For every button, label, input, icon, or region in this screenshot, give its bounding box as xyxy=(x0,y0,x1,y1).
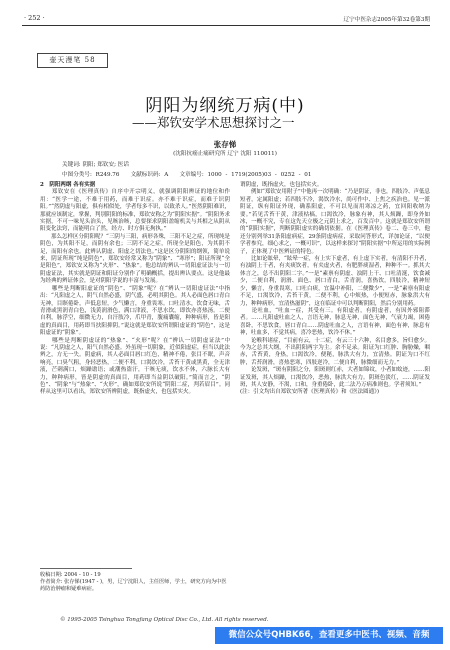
left-column xyxy=(40,182,230,397)
body-paragraph: 论发斑，“斑有阴阳之分，阳斑则红赤，大者如锦纹，小者如蚊迹，……阳证发斑，其人烦躁，口渴饮冷，恶热，脉洪大有力。阴斑色淡红，……阴证发斑，其人安静，不渴，口和，身重倦卧，此二法乃万病准则也。学者须知。” xyxy=(240,367,430,388)
wechat-promo-banner[interactable]: 微信公众号QHBK66，查看更多中医书、视频、音频 xyxy=(215,627,443,644)
page-number: · 252 · xyxy=(24,14,45,22)
section-heading: 2 阴阳两纲 各有实据 xyxy=(40,182,96,188)
author-bio: 作者简介: 张存悌(1947 - )，男，辽宁沈阳人，主任医师，学士，研究方向为中医药防治肿瘤和疑难病症。 xyxy=(40,579,227,592)
article-title: 阴阳为纲统万病(中) xyxy=(145,96,305,116)
copyright-text: 1995-2005 Tsinghua Tongfang Optical Disc Co., Ltd. All rights reserved. xyxy=(67,617,269,623)
right-column xyxy=(240,182,430,397)
body-paragraph: 例如“郑钦安用附子”中他再一次明确：“乃是阴证，非也，四肢冷、声低息短者，定属阳虚；若四肢不冷，渴饮冷水，尚可作中、上焦之疾治也。见一派阴证，纵有阳证外现，确系阳虚，不可以见而用寒凉之药，宜回阳收纳为要。”若见舌苔干黄，津液枯槁，口渴饮冷，脉象有神，其人烦躁，即身外如冰，一概不究，专在这先天立极之元阴上求之，百发百中。这就是郑钦安所谓的“阴阳实据”，判断阴阳虚实的确切依据。在《医理真传》卷二、卷三中，他还分别列举31条阳虚病症，29条阴虚病症，采取问答形式，详加论证，“以便学者参究，细心求之，一概可识”，以这样来探讨“阴阳实据”中所运用的实际例子，正体现了中医辨证的特色。 xyxy=(240,189,430,255)
body-paragraph: 谓阴虚，既指虚火，也包括实火。 xyxy=(240,182,323,188)
journal-info: 辽宁中医杂志2005年第32卷第3期 xyxy=(343,17,430,23)
author-affiliation: (沈阳抗癌止痛研究所 辽宁 沈阳 110011) xyxy=(173,151,277,157)
keywords: 关键词: 阴阳; 郑钦安; 医话 xyxy=(62,162,129,168)
author-name: 张存悌 xyxy=(213,140,237,149)
header-rule xyxy=(22,25,430,26)
copyright-line xyxy=(60,617,269,623)
body-paragraph: (注：引文均出自郑钦安所著《医理真传》和《医法圆通》) xyxy=(240,389,380,396)
body-paragraph: 哪些是判断阴虚证的“热象”、“火形”呢？在“辨认一切阴虚证法”中说：“凡阴虚之人，阳气自然必盛。外虽现一切阴象，近似阳虚症，但当以此法辨之，方无一失。阴虚病，其人必面目唇口红色，精神不倦，张目不眠，声音响亮，口臭气粗，身轻恶热，二便不利，口渴饮冷，舌苔干黄或黑黄，全无津液，芒刺满口，烦躁谵语；或潮热盗汗，干咳无痰，饮水不休，六脉长大有力，种种病形，皆是阴虚的真面目，用药即当益阴以破阳。”简而言之，“阴色”、“阴象”与“热象”、“火形”，确如郑钦安所说“阴阳二症，判若眉目”。同样从这里可以看出，郑钦安所辨阴虚，既指虚火，也包括实火。 xyxy=(40,337,230,396)
column-name-box: 壶天漫笔 58 xyxy=(37,53,108,68)
copyright-icon: © xyxy=(60,617,66,623)
received-date: 收稿日期: 2004 - 10 - 19 xyxy=(40,572,101,578)
article-subtitle: ——郑钦安学术思想探讨之一 xyxy=(132,115,295,130)
body-paragraph: 论喉科诸症，“目前有云，十二症，有云三十六种，名目愈多，旨归愈少。今为之总其大纲，不出阴阳两字为主。余不足录。阳证为口红肿、胸胁燥，咽赤，舌苔黄，身热，口渴饮冷，便秘，脉洪大有力，宜清热。阴证为口不红肿，舌苔润滑，喜热恶寒，四肢逆冷，二便自利，脉微细而无力。” xyxy=(240,337,430,366)
footnote-rule xyxy=(40,568,132,569)
classification-row: 中图分类号: R249.76 文献标识码: A 文章编号: 1000 - 1719(2005)03 - 0252 - 01 xyxy=(62,172,312,178)
body-paragraph: 论吐血，“吐血一症，其受有三。有阳虚者，有阴虚者，有因外邪阻滞者。……凡阳虚吐血之人，言语无神，脉息无神，面色无神，气衰力竭，困倦喜卧，不思饮食，唇口青白……阴虚吐血之人，言语有神，面色有神，脉息有神，吐血多，不觉其病，喜冷恶热，饮冷不休。” xyxy=(240,307,430,337)
body-paragraph: 比如论眩晕，“眩晕一症，有上实下虚者，有上虚下实者，有清阳不升者，有浊阴上干者，有夹痰饮者，有夹虚火者，有肥胖痰湿者，种种不一。抓其大体言之，总不出阴阳二字。”一是“素禀有阴虚、浊阴上干、口吐清涎，饮食减少，二便自利，润滑、面色、唇口青白，舌青润，喜热饮，四肢冷，精神短少，懒言，身重畏寒，口吐白痰，宜温中补阳，二便微少”，一是“素禀有阳虚不足，口渴饮冷，舌苔干黄，二便不利，心中烦热，小便短赤，脉象洪大有力，种种病形，宜清热滋阴”，这在临证中可以判断阴阳，然后分别用药。 xyxy=(240,256,430,307)
body-paragraph: 郑钦安在《医理真传》自序中开宗明义，就强调阴阳辨证的地位和作用：“医学一途，不难于用药，而难于识症。亦不难于识症，而难于识阴阳。”“然阴虚与阳虚，俱有相似处，学者每多不识，以致杀人。”医然阴阳难识，那就应该制定，掌握，判别阴阳的标准，郑钦安称之为“阴阳实据”。“阴阳务求实据，不可一味见头治头，见咳治咳，总要探求阴阳盈缩机关与其相之从阴从阳变化法窍，而能明白了然，经方、时方俱无拘执。” xyxy=(40,189,230,233)
body-paragraph: 哪些是判断阳虚证的“阴色”、“阴象”呢？在“辨认一切阳虚证法”中指出：“凡阳虚之人，阴气自然必盛，阴气盛，必明其阴色。其人必面色唇口青白无神，目瞑倦卧，声低息短，少气懒言，身重畏寒。口吐清水，饮食无味，舌青滑或黑润青白色，浅黄润滑色，满口津液，不思水饮，即饮亦喜热汤。二便自利，脉浮空，细微无力，自汗肢冷，爪甲青，腹痛囊缩，种种病形，皆是阳虚的真面目，用药即当扶阳抑阴。”说这就是郑钦安所谓阳虚证的“阴色”，这是阳虚证的“阴象”。 xyxy=(40,285,230,337)
footnote xyxy=(40,572,230,593)
body-paragraph: 那么怎样区分阴阳呢？“三阴与三阳，病形各殊，三阳不足之症，所现纯是阴色，为其阳不足，而阴有余也；三阴不足之症，所现全是阳色，为其阴不足，而阳有余也。此辨认阴虚、阳虚之切法也。”这是区分阴阳的纲领，简单说来，阴证所现“纯是阴色”，郑钦安经常又称为“阴象”、“寒形”；阳证所现“全是阳色”，郑钦安又称为“火形”、“热象”。他总结的辨认一切阳虚证法与一切阴虚证法，其实就是阴证和阳证分别作了明确概括，提出辨认要点。这是他最为经典的辨证体会，是对阴阳学说的丰富与发展。 xyxy=(40,233,230,285)
